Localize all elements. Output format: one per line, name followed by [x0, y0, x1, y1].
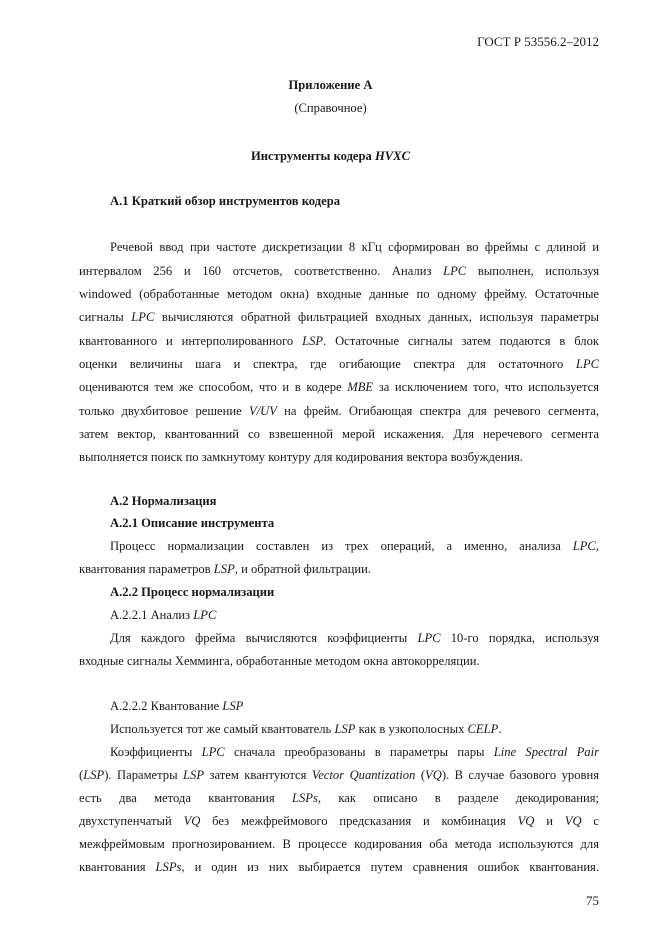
text-line: квантованного и интерполированного LSP. Остаточные сигналы затем подаются в блок: [79, 334, 599, 348]
section-a221-heading: A.2.2.1 Анализ LPC: [110, 608, 217, 622]
text-line: квантования параметров LSP, и обратной фильтрации.: [79, 562, 372, 576]
document-header: ГОСТ Р 53556.2–2012: [477, 34, 599, 49]
text-line: квантования LSPs, и один из них выбирается путем сравнения ошибок квантования.: [79, 860, 599, 874]
text-line: сигналы LPC вычисляются обратной фильтрацией входных данных, используя параметры: [79, 310, 599, 324]
text-line: (LSP). Параметры LSP затем квантуются Vector Quantization (VQ). В случае базового уровня: [79, 768, 600, 782]
text-line: только двухбитовое решение V/UV на фрейм. Огибающая спектра для речевого сегмента,: [79, 404, 599, 418]
section-a21-heading: A.2.1 Описание инструмента: [110, 516, 275, 530]
section-a1-heading: A.1 Краткий обзор инструментов кодера: [110, 194, 341, 208]
appendix-note: (Справочное): [294, 101, 367, 115]
section-a2-heading: A.2 Нормализация: [110, 494, 217, 508]
text-line: Для каждого фрейма вычисляются коэффициенты LPC 10-го порядка, используя: [110, 631, 599, 645]
text-line: выполняется поиск по замкнутому контуру для кодирования вектора возбуждения.: [79, 450, 523, 464]
section-a22-heading: A.2.2 Процесс нормализации: [110, 585, 275, 599]
text-line: интервалом 256 и 160 отсчетов, соответственно. Анализ LPC выполнен, используя: [79, 264, 599, 278]
text-line: входные сигналы Хемминга, обработанные методом окна автокорреляции.: [79, 654, 480, 668]
text-line: Речевой ввод при частоте дискретизации 8 кГц сформирован во фреймы с длиной и: [110, 240, 599, 254]
text-line: windowed (обработанные методом окна) входные данные по одному фрейму. Остаточные: [79, 287, 599, 301]
text-line: есть два метода квантования LSPs, как описано в разделе декодирования;: [79, 791, 599, 805]
text-line: Используется тот же самый квантователь LSP как в узкополосных CELP.: [110, 722, 502, 736]
section-a222-heading: A.2.2.2 Квантование LSP: [110, 699, 244, 713]
text-line: межфреймовым прогнозированием. В процессе кодирования оба метода используются для: [79, 837, 599, 851]
text-line: оценки величины шага и спектра, где огибающие спектра для остаточного LPC: [79, 357, 599, 371]
text-line: Коэффициенты LPC сначала преобразованы в параметры пары Line Spectral Pair: [110, 745, 600, 759]
main-title: Инструменты кодера HVXC: [251, 149, 410, 163]
text-line: двухступенчатый VQ без межфреймового предсказания и комбинация VQ и VQ с: [79, 814, 599, 828]
text-line: оцениваются тем же способом, что и в кодере MBE за исключением того, что используется: [79, 380, 599, 394]
page-number: 75: [586, 893, 599, 908]
text-line: Процесс нормализации составлен из трех операций, а именно, анализа LPC,: [110, 539, 599, 553]
text-line: затем вектор, квантованний со взвешенной мерой искажения. Для неречевого сегмента: [79, 427, 599, 441]
appendix-title: Приложение А: [288, 78, 373, 92]
